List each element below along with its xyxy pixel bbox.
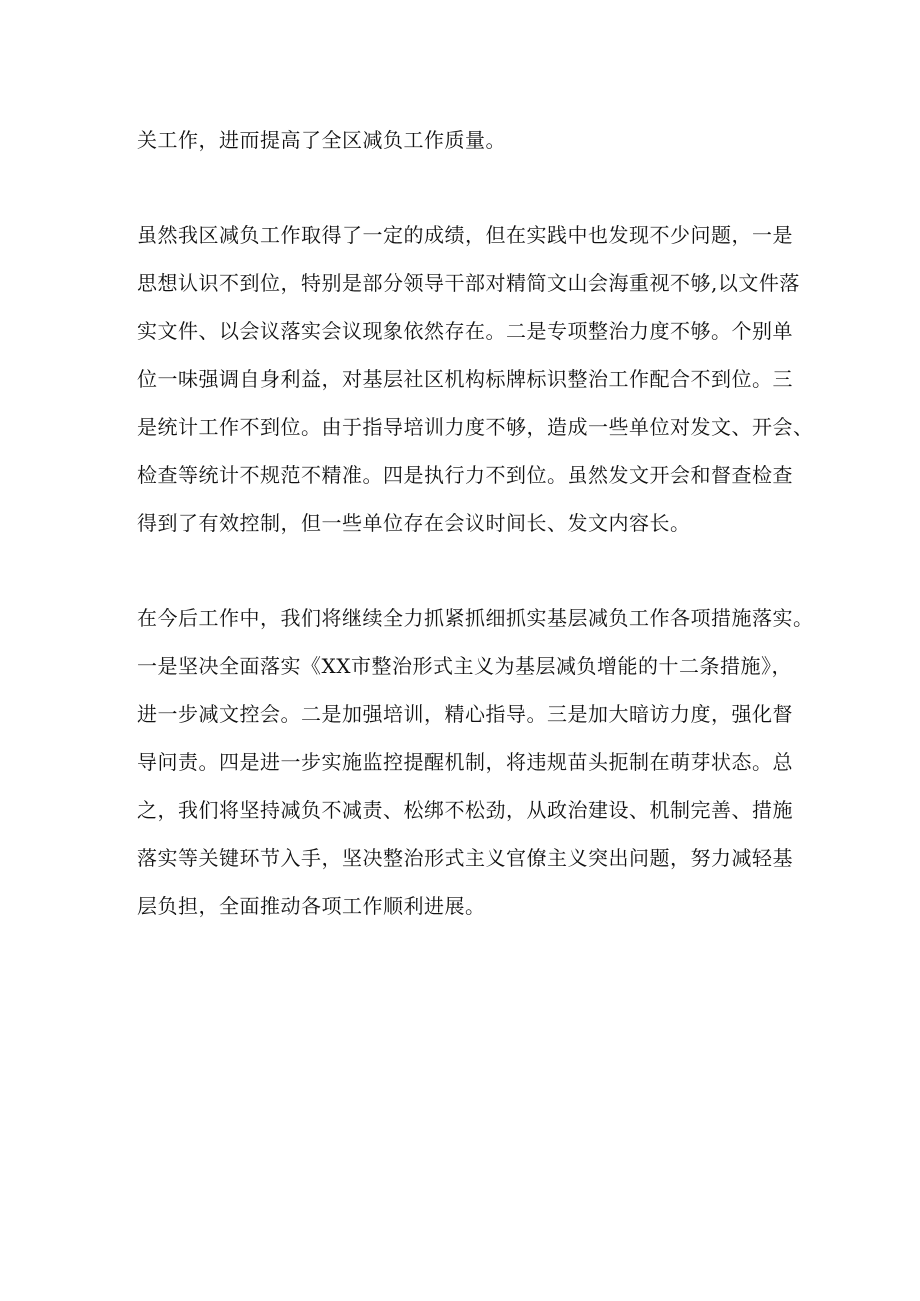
text-line: 实文件、以会议落实会议现象依然存在。二是专项整治力度不够。个别单 bbox=[137, 319, 793, 343]
text-line: 是统计工作不到位。由于指导培训力度不够，造成一些单位对发文、开会、 bbox=[137, 415, 814, 439]
text-line: 导问责。四是进一步实施监控提醒机制，将违规苗头扼制在萌芽状态。总 bbox=[137, 750, 793, 774]
paragraph-problems bbox=[137, 211, 814, 547]
text-line: 检查等统计不规范不精准。四是执行力不到位。虽然发文开会和督查检查 bbox=[137, 463, 793, 487]
text-line: 虽然我区减负工作取得了一定的成绩，但在实践中也发现不少问题，一是 bbox=[137, 223, 793, 247]
text-line: 关工作，进而提高了全区减负工作质量。 bbox=[137, 128, 506, 152]
text-line: 位一味强调自身利益，对基层社区机构标牌标识整治工作配合不到位。三 bbox=[137, 367, 793, 391]
text-line: 层负担，全面推动各项工作顺利进展。 bbox=[137, 894, 486, 918]
paragraph-continuation bbox=[137, 116, 797, 164]
text-line: 进一步减文控会。二是加强培训，精心指导。三是加大暗访力度，强化督 bbox=[137, 702, 793, 726]
text-line: 之，我们将坚持减负不减责、松绑不松劲，从政治建设、机制完善、措施 bbox=[137, 798, 793, 822]
text-line: 思想认识不到位，特别是部分领导干部对精简文山会海重视不够,以文件落 bbox=[137, 271, 800, 295]
text-line: 一是坚决全面落实《XX市整治形式主义为基层减负增能的十二条措施》， bbox=[137, 654, 792, 678]
text-line: 得到了有效控制，但一些单位存在会议时间长、发文内容长。 bbox=[137, 511, 691, 535]
text-line: 落实等关键环节入手，坚决整治形式主义官僚主义突出问题，努力减轻基 bbox=[137, 846, 793, 870]
text-line: 在今后工作中，我们将继续全力抓紧抓细抓实基层减负工作各项措施落实。 bbox=[137, 606, 814, 630]
paragraph-future-work bbox=[137, 594, 814, 930]
